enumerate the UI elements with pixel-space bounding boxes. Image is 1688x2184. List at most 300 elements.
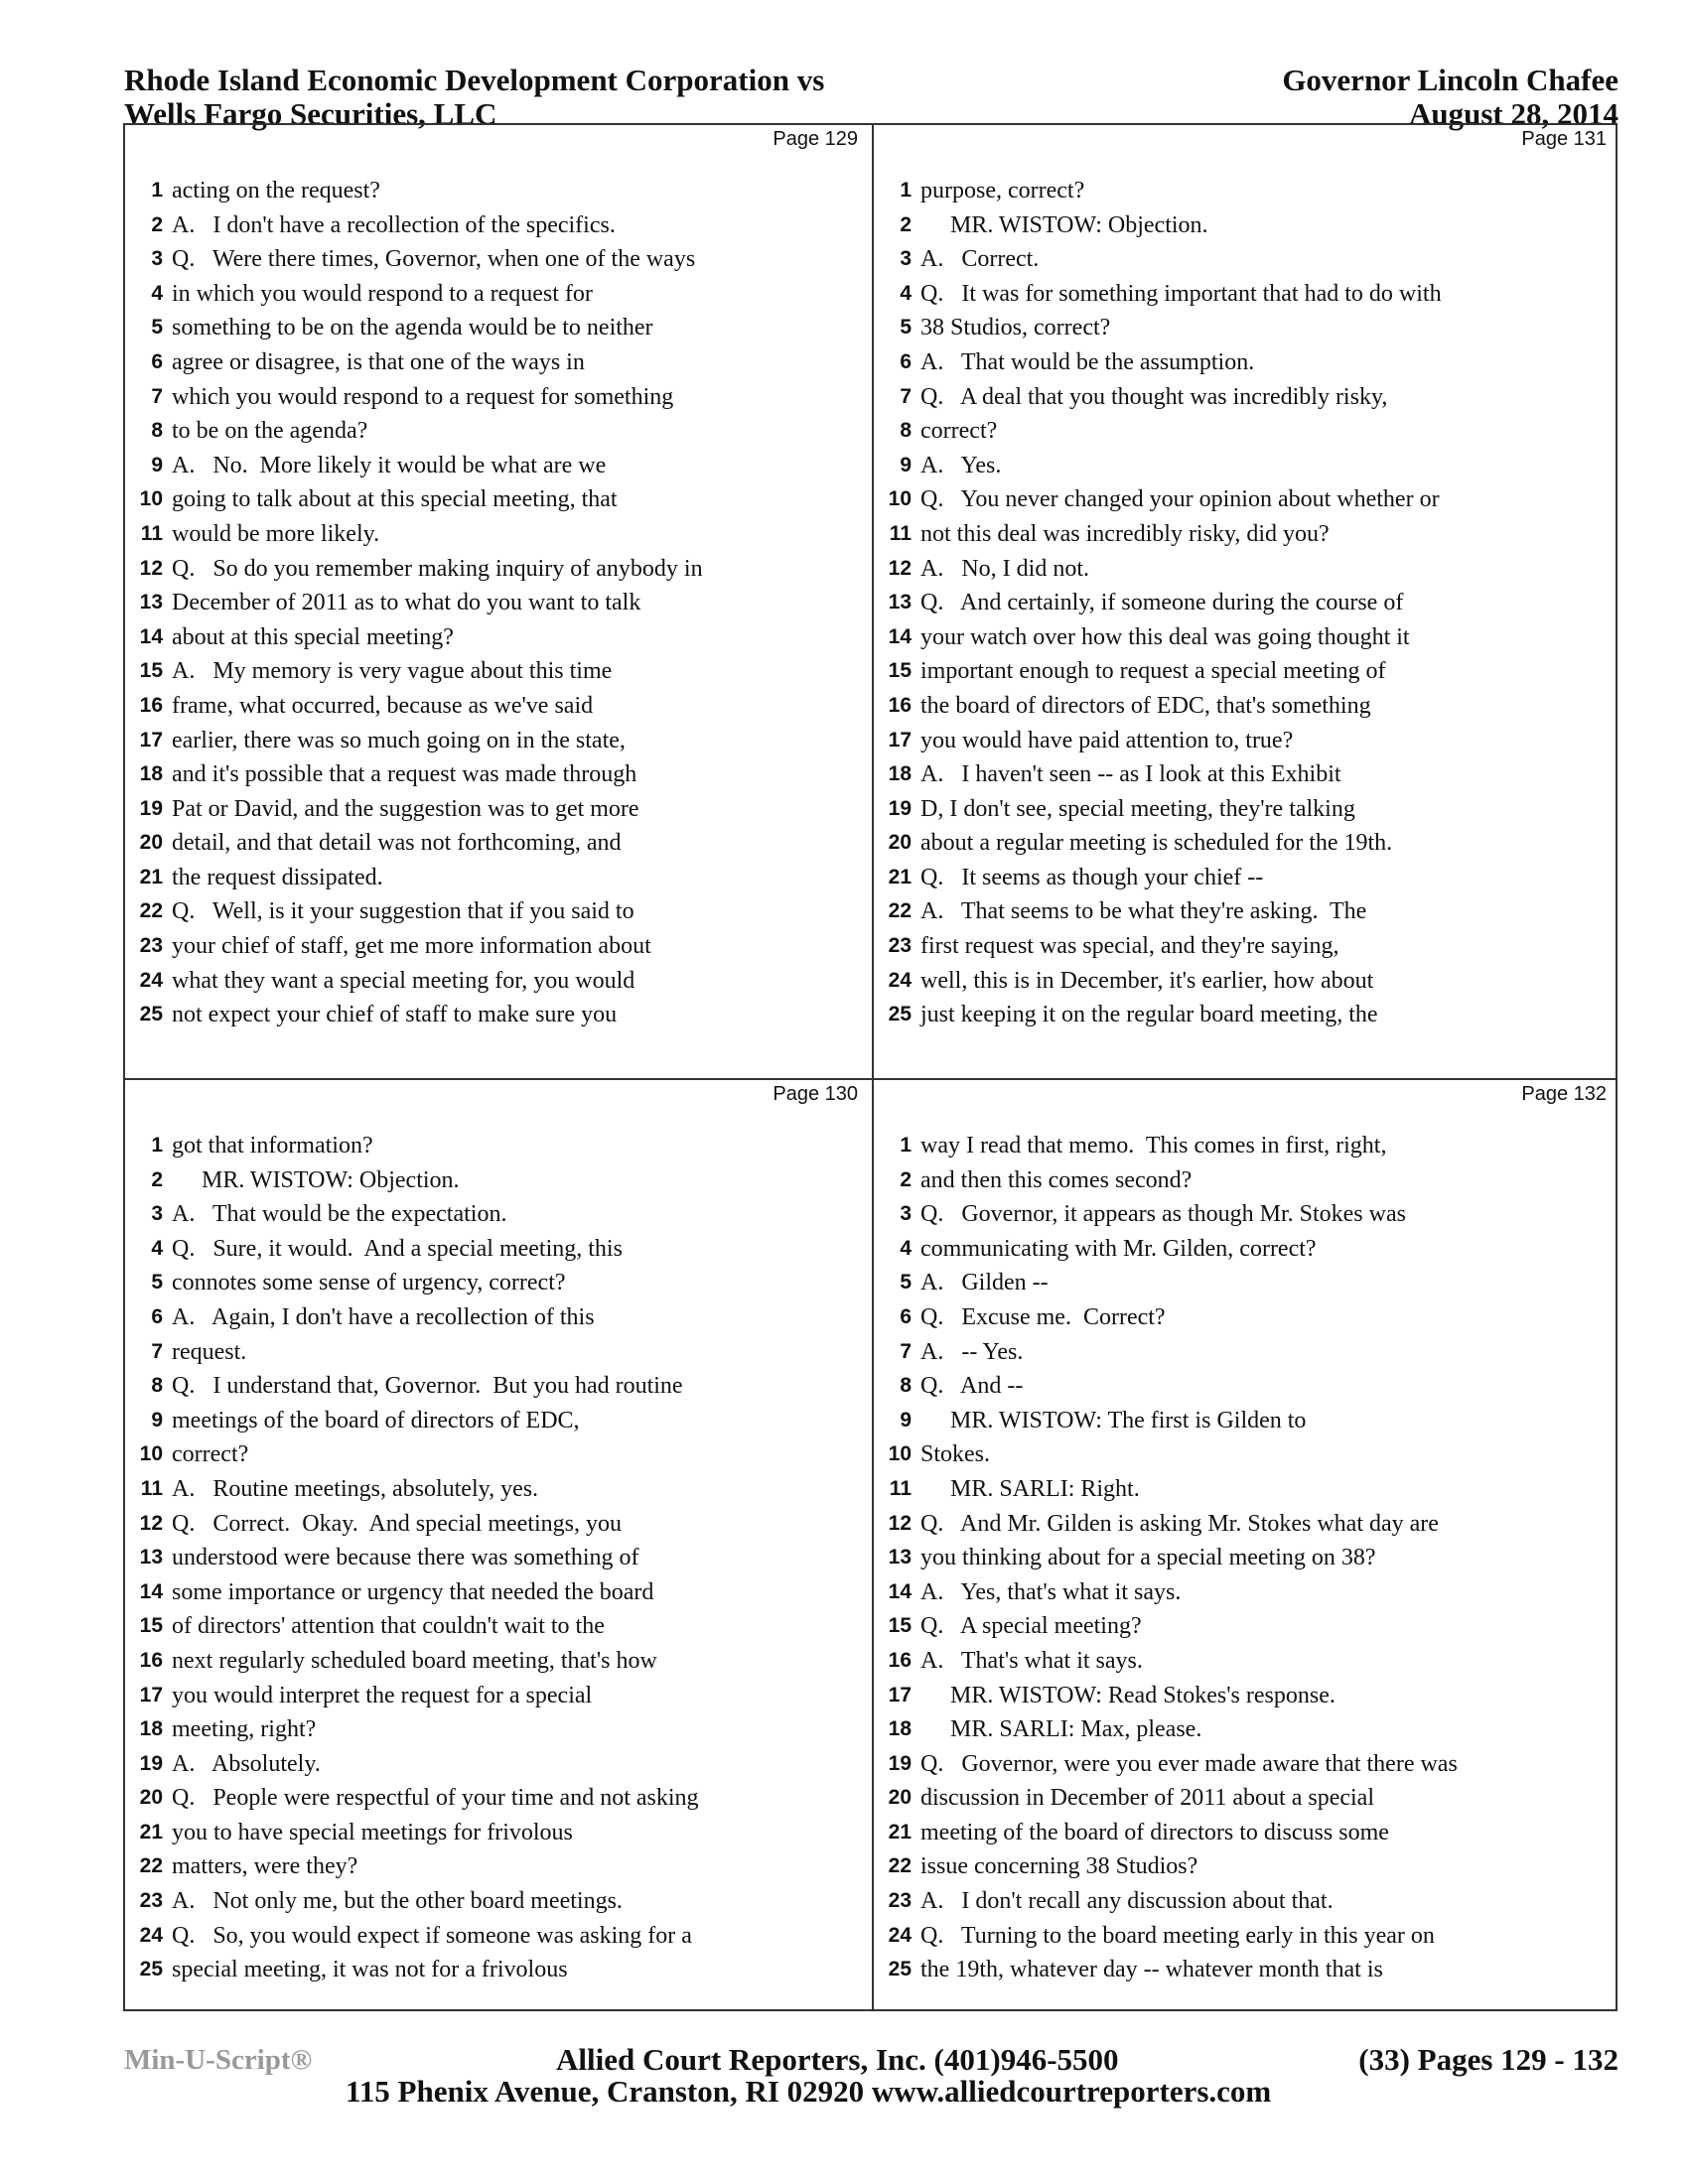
transcript-line [874,345,1618,380]
line-number: 11 [140,521,163,545]
line-number: 18 [139,762,163,786]
transcript-line [874,620,1618,655]
line-number: 4 [900,281,912,305]
line-text: agree or disagree, is that one of the ways in [172,348,585,375]
line-number: 17 [888,728,912,751]
line-text: and it's possible that a request was made through [172,761,637,788]
line-text: matters, were they? [172,1853,358,1880]
transcript-line [874,517,1618,552]
line-text: not this deal was incredibly risky, did you? [920,520,1330,547]
footer-brand: Min-U-Script® [124,2044,313,2076]
line-text: A. Routine meetings, absolutely, yes. [172,1475,539,1502]
line-text: Q. So do you remember making inquiry of anybody in [172,555,703,582]
line-text: to be on the agenda? [172,418,368,445]
line-number: 5 [900,316,912,340]
line-text: request. [172,1338,247,1365]
transcript-line [125,1163,870,1198]
line-number: 17 [888,1683,912,1706]
transcript-lines [125,1129,870,1987]
transcript-line [874,552,1618,587]
line-text: detail, and that detail was not forthcoming, and [172,830,622,857]
transcript-line [874,1197,1618,1232]
page-number: Page 130 [773,1083,858,1105]
line-number: 23 [888,934,912,958]
transcript-page-129 [125,125,870,1076]
line-text: of directors' attention that couldn't wait to the [172,1613,605,1640]
line-text: in which you would respond to a request for [172,280,593,307]
line-text: MR. SARLI: Right. [920,1475,1140,1502]
line-number: 7 [151,384,163,408]
line-text: meeting of the board of directors to discuss some [920,1819,1389,1845]
line-text: A. Absolutely. [172,1750,321,1777]
line-text: A. Yes, that's what it says. [920,1578,1182,1605]
line-number: 23 [139,934,163,958]
transcript-page-131 [874,125,1618,1076]
line-number: 8 [151,1374,163,1398]
line-number: 15 [139,1614,163,1638]
line-number: 22 [139,1854,163,1878]
transcript-line [125,689,870,724]
transcript-line [874,792,1618,827]
line-text: about a regular meeting is scheduled for the 19th. [920,830,1393,857]
line-text: Q. A deal that you thought was incredibly risky, [920,383,1388,410]
line-number: 15 [888,1614,912,1638]
transcript-line [874,1129,1618,1163]
transcript-line [125,998,870,1032]
transcript-line [874,1747,1618,1782]
line-number: 17 [139,1683,163,1706]
transcript-line [874,1575,1618,1610]
line-text: Pat or David, and the suggestion was to get more [172,795,639,822]
line-text: A. That would be the expectation. [172,1201,507,1228]
line-number: 18 [139,1717,163,1741]
line-number: 14 [139,624,163,648]
transcript-line [125,1300,870,1335]
line-text: what they want a special meeting for, you would [172,967,635,994]
line-text: A. -- Yes. [920,1338,1024,1365]
line-number: 14 [139,1579,163,1603]
line-text: Q. Governor, were you ever made aware that there was [920,1750,1458,1777]
transcript-line [125,1575,870,1610]
transcript-line [125,1609,870,1644]
line-text: Q. Excuse me. Correct? [920,1303,1166,1330]
line-number: 6 [151,349,163,373]
line-number: 8 [900,1374,912,1398]
line-text: A. No. More likely it would be what are we [172,452,607,478]
transcript-line [125,1919,870,1954]
transcript-line [125,1335,870,1370]
transcript-line [874,1507,1618,1542]
line-number: 16 [888,1648,912,1672]
transcript-line [125,1884,870,1919]
line-text: special meeting, it was not for a frivolous [172,1957,568,1983]
transcript-line [125,1849,870,1884]
line-number: 25 [888,1003,912,1026]
transcript-line [874,1884,1618,1919]
line-number: 16 [888,693,912,717]
line-number: 10 [139,487,163,511]
transcript-line [874,174,1618,208]
line-text: Q. I understand that, Governor. But you had routine [172,1373,683,1400]
line-text: the 19th, whatever day -- whatever month that is [920,1957,1383,1983]
transcript-line [874,1300,1618,1335]
line-number: 9 [151,453,163,477]
transcript-line [874,1679,1618,1713]
line-number: 23 [139,1889,163,1913]
transcript-lines [125,174,870,1032]
line-number: 24 [139,1923,163,1947]
transcript-line [125,1816,870,1850]
transcript-line [874,894,1618,929]
page-number: Page 131 [1521,128,1607,150]
line-number: 14 [888,624,912,648]
transcript-line [874,380,1618,415]
transcript-line [125,277,870,312]
line-number: 15 [139,659,163,683]
transcript-line [125,1953,870,1987]
transcript-line [874,1849,1618,1884]
line-number: 1 [151,1134,163,1157]
line-number: 16 [139,693,163,717]
transcript-line [874,1816,1618,1850]
line-number: 21 [888,865,912,888]
transcript-line [874,208,1618,243]
line-number: 10 [888,1442,912,1466]
line-text: Q. A special meeting? [920,1613,1142,1640]
line-number: 25 [139,1003,163,1026]
line-text: A. Again, I don't have a recollection of this [172,1303,595,1330]
transcript-line [125,482,870,517]
transcript-line [874,1369,1618,1404]
transcript-grid [123,123,1618,2011]
line-number: 15 [888,659,912,683]
line-number: 3 [900,1202,912,1226]
transcript-line [874,1437,1618,1472]
transcript-line [874,1541,1618,1575]
line-text: MR. WISTOW: Read Stokes's response. [920,1682,1336,1708]
line-number: 25 [888,1958,912,1981]
transcript-line [874,414,1618,449]
line-number: 20 [139,1786,163,1810]
case-title-line1: Rhode Island Economic Development Corporation vs [124,63,825,97]
line-number: 2 [151,1167,163,1191]
line-text: going to talk about at this special meeting, that [172,486,618,513]
transcript-line [874,1644,1618,1679]
line-number: 13 [888,591,912,614]
transcript-line [125,380,870,415]
line-text: MR. WISTOW: Objection. [172,1166,460,1193]
transcript-line [874,998,1618,1032]
line-number: 12 [888,556,912,580]
line-text: December of 2011 as to what do you want to talk [172,590,641,616]
transcript-line [874,689,1618,724]
line-number: 6 [900,349,912,373]
line-text: A. Yes. [920,452,1002,478]
line-text: correct? [920,418,998,445]
line-number: 2 [900,212,912,236]
transcript-line [874,482,1618,517]
line-text: you would interpret the request for a special [172,1682,593,1708]
transcript-line [874,1609,1618,1644]
line-number: 12 [139,1511,163,1535]
transcript-line [874,1781,1618,1816]
line-text: Q. So, you would expect if someone was asking for a [172,1922,692,1949]
transcript-line [125,517,870,552]
transcript-line [874,1266,1618,1300]
line-text: way I read that memo. This comes in first, right, [920,1133,1387,1159]
line-number: 10 [139,1442,163,1466]
line-number: 12 [888,1511,912,1535]
line-text: A. My memory is very vague about this time [172,658,613,685]
transcript-line [125,757,870,792]
line-text: MR. WISTOW: Objection. [920,211,1208,238]
line-text: MR. SARLI: Max, please. [920,1716,1202,1743]
line-text: Q. And certainly, if someone during the course of [920,590,1404,616]
line-text: your chief of staff, get me more information about [172,933,651,960]
line-text: Stokes. [920,1441,991,1468]
transcript-line [125,964,870,999]
case-title-line2: Wells Fargo Securities, LLC [124,96,497,131]
footer-address: 115 Phenix Avenue, Cranston, RI 02920 www.alliedcourtreporters.com [346,2074,1272,2109]
line-number: 19 [139,796,163,820]
transcript-line [125,1781,870,1816]
line-number: 18 [888,762,912,786]
line-number: 21 [139,865,163,888]
line-text: not expect your chief of staff to make sure you [172,1002,618,1028]
transcript-line [874,757,1618,792]
line-text: something to be on the agenda would be to neither [172,315,653,341]
line-text: communicating with Mr. Gilden, correct? [920,1235,1317,1262]
line-number: 24 [888,968,912,992]
transcript-line [125,1129,870,1163]
line-text: just keeping it on the regular board meeting, the [920,1002,1378,1028]
line-text: got that information? [172,1133,373,1159]
line-text: A. I don't recall any discussion about that. [920,1888,1334,1915]
line-number: 24 [139,968,163,992]
transcript-line [125,1197,870,1232]
transcript-line [125,894,870,929]
line-number: 2 [900,1167,912,1191]
transcript-line [125,1644,870,1679]
line-text: understood were because there was something of [172,1545,639,1571]
line-number: 1 [900,1134,912,1157]
transcript-line [125,654,870,689]
line-text: first request was special, and they're saying, [920,933,1339,960]
line-text: A. Correct. [920,246,1040,273]
line-number: 22 [888,1854,912,1878]
line-number: 25 [139,1958,163,1981]
line-number: 21 [139,1820,163,1843]
line-text: you thinking about for a special meeting on 38? [920,1545,1376,1571]
line-text: some importance or urgency that needed the board [172,1578,654,1605]
line-text: Q. You never changed your opinion about whether or [920,486,1440,513]
line-number: 5 [151,316,163,340]
transcript-line [874,242,1618,277]
line-number: 20 [139,831,163,855]
line-number: 8 [151,419,163,443]
transcript-line [125,586,870,620]
transcript-line [874,311,1618,345]
footer-page-range: (33) Pages 129 - 132 [1358,2042,1618,2077]
line-text: A. I haven't seen -- as I look at this Exhibit [920,761,1341,788]
line-text: A. That would be the assumption. [920,348,1255,375]
line-number: 22 [888,899,912,923]
line-text: correct? [172,1441,249,1468]
deposition-date: August 28, 2014 [1408,96,1618,131]
transcript-line [874,1919,1618,1954]
transcript-line [874,1335,1618,1370]
line-text: A. Not only me, but the other board meetings. [172,1888,623,1915]
line-number: 19 [139,1751,163,1775]
line-number: 9 [900,1408,912,1432]
line-text: the board of directors of EDC, that's something [920,692,1371,719]
line-number: 17 [139,728,163,751]
line-text: A. Gilden -- [920,1270,1049,1297]
line-text: A. No, I did not. [920,555,1089,582]
line-number: 13 [139,591,163,614]
line-text: Q. Sure, it would. And a special meeting, this [172,1235,623,1262]
transcript-line [874,277,1618,312]
line-number: 22 [139,899,163,923]
line-text: Q. People were respectful of your time and not asking [172,1785,699,1812]
line-number: 5 [151,1271,163,1295]
transcript-line [874,861,1618,895]
transcript-line [125,1712,870,1747]
transcript-page-132 [874,1080,1618,2031]
line-text: purpose, correct? [920,178,1085,204]
line-text: Q. Correct. Okay. And special meetings, you [172,1510,623,1537]
line-number: 4 [900,1236,912,1260]
line-text: earlier, there was so much going on in the state, [172,727,626,753]
line-number: 16 [139,1648,163,1672]
transcript-line [874,1712,1618,1747]
transcript-line [125,1232,870,1267]
line-number: 7 [900,1339,912,1363]
footer-firm: Allied Court Reporters, Inc. (401)946-5500 [556,2042,1119,2077]
transcript-lines [874,1129,1618,1987]
line-number: 5 [900,1271,912,1295]
transcript-line [125,208,870,243]
transcript-line [874,929,1618,964]
line-number: 19 [888,1751,912,1775]
transcript-line [125,1437,870,1472]
deponent-name: Governor Lincoln Chafee [1282,63,1618,97]
transcript-line [125,1472,870,1507]
line-text: MR. WISTOW: The first is Gilden to [920,1407,1307,1433]
line-text: A. I don't have a recollection of the specifics. [172,211,616,238]
line-number: 23 [888,1889,912,1913]
line-number: 1 [151,179,163,202]
line-text: Q. Well, is it your suggestion that if you said to [172,898,634,925]
line-text: the request dissipated. [172,864,383,890]
line-number: 13 [888,1546,912,1570]
line-number: 4 [151,281,163,305]
transcript-line [125,1679,870,1713]
line-text: Q. It seems as though your chief -- [920,864,1264,890]
line-text: A. That's what it says. [920,1647,1143,1674]
line-number: 18 [888,1717,912,1741]
line-number: 21 [888,1820,912,1843]
transcript-line [125,724,870,758]
transcript-line [874,1232,1618,1267]
line-text: issue concerning 38 Studios? [920,1853,1198,1880]
line-text: connotes some sense of urgency, correct? [172,1270,566,1297]
line-text: Q. Governor, it appears as though Mr. Stokes was [920,1201,1406,1228]
line-text: your watch over how this deal was going thought it [920,623,1410,650]
transcript-line [125,345,870,380]
transcript-line [125,311,870,345]
transcript-line [874,964,1618,999]
transcript-line [874,1163,1618,1198]
line-number: 8 [900,419,912,443]
line-text: Q. And Mr. Gilden is asking Mr. Stokes what day are [920,1510,1439,1537]
line-number: 24 [888,1923,912,1947]
line-number: 1 [900,179,912,202]
line-number: 7 [900,384,912,408]
transcript-line [874,654,1618,689]
transcript-line [125,1507,870,1542]
transcript-line [125,1369,870,1404]
line-text: well, this is in December, it's earlier, how about [920,967,1374,994]
page-number: Page 132 [1521,1083,1607,1105]
transcript-line [125,792,870,827]
line-text: 38 Studios, correct? [920,315,1111,341]
transcript-line [125,449,870,483]
line-number: 10 [888,487,912,511]
line-text: Q. Were there times, Governor, when one of the ways [172,246,696,273]
line-number: 13 [139,1546,163,1570]
line-number: 9 [900,453,912,477]
line-number: 14 [888,1579,912,1603]
line-text: and then this comes second? [920,1166,1193,1193]
line-text: important enough to request a special meeting of [920,658,1386,685]
line-text: Q. Turning to the board meeting early in this year on [920,1922,1435,1949]
line-text: discussion in December of 2011 about a special [920,1785,1374,1812]
transcript-line [125,1747,870,1782]
line-number: 12 [139,556,163,580]
transcript-line [125,1541,870,1575]
line-text: you to have special meetings for frivolous [172,1819,573,1845]
line-text: meeting, right? [172,1716,317,1743]
line-number: 3 [900,247,912,271]
line-text: which you would respond to a request for something [172,383,674,410]
line-text: Q. It was for something important that had to do with [920,280,1442,307]
line-number: 20 [888,1786,912,1810]
line-number: 19 [888,796,912,820]
line-number: 7 [151,1339,163,1363]
transcript-line [874,586,1618,620]
transcript-line [874,724,1618,758]
transcript-line [125,826,870,861]
transcript-line [125,1404,870,1438]
transcript-line [874,449,1618,483]
transcript-line [874,1953,1618,1987]
line-text: frame, what occurred, because as we've said [172,692,594,719]
line-number: 3 [151,247,163,271]
line-number: 11 [140,1476,163,1500]
line-text: next regularly scheduled board meeting, that's how [172,1647,657,1674]
line-number: 6 [151,1304,163,1328]
transcript-line [874,1404,1618,1438]
line-text: Q. And -- [920,1373,1024,1400]
line-text: about at this special meeting? [172,623,454,650]
line-number: 6 [900,1304,912,1328]
transcript-line [125,620,870,655]
line-text: acting on the request? [172,178,380,204]
line-number: 9 [151,1408,163,1432]
line-text: would be more likely. [172,520,380,547]
line-number: 20 [888,831,912,855]
